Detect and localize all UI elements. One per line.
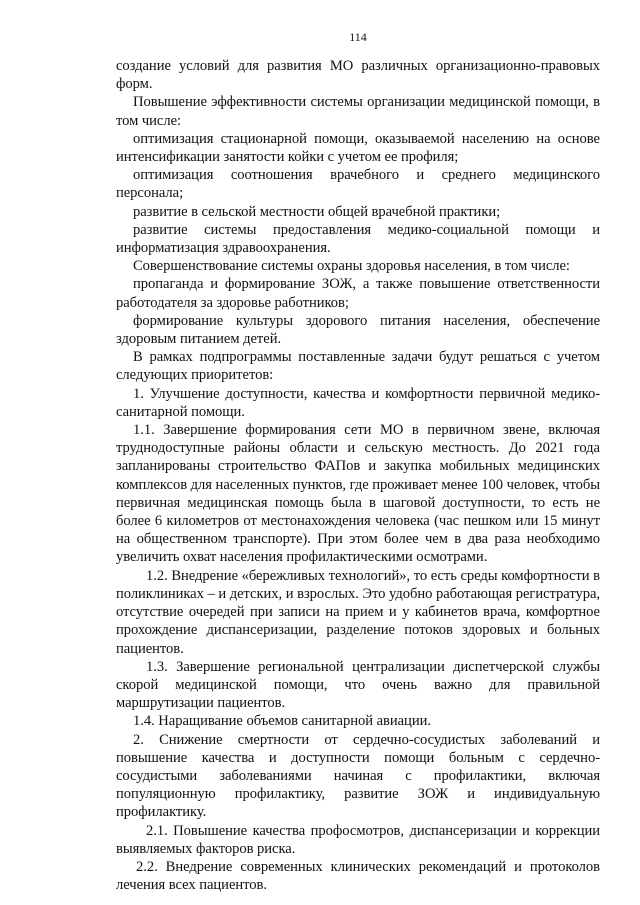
body-text (116, 57, 600, 894)
paragraph: 2.2. Внедрение современных клинических рекомендаций и протоколов лечения всех пациентов. (116, 858, 600, 894)
paragraph: 2.1. Повышение качества профосмотров, диспансеризации и коррекции выявляемых факторов риска. (116, 822, 600, 857)
page-number: 114 (349, 30, 367, 44)
paragraph: 1.2. Внедрение «бережливых технологий», то есть среды комфортности в поликлиниках – и детских, и взрослых. Это удобно работающая регистратура, отсутствие очередей при записи на прием и у кабинетов врача, комфортное прохождение диспансеризации, разделение потоков здоровых и больных пациентов. (116, 567, 600, 657)
paragraph: 2. Снижение смертности от сердечно-сосудистых заболеваний и повышение качества и доступности помощи больным с сердечно-сосудистыми заболеваниями начиная с профилактики, включая популяционную профилактику, развитие ЗОЖ и индивидуальную профилактику. (116, 731, 600, 821)
paragraph: Повышение эффективности системы организации медицинской помощи, в том числе: (116, 94, 600, 129)
paragraph: формирование культуры здорового питания населения, обеспечение здоровым питанием детей. (116, 312, 600, 348)
paragraph: оптимизация стационарной помощи, оказываемой населению на основе интенсификации занятости койки с учетом ее профиля; (116, 130, 600, 166)
paragraph: оптимизация соотношения врачебного и среднего медицинского персонала; (116, 167, 600, 202)
paragraph: создание условий для развития МО различных организационно-правовых форм. (116, 58, 600, 93)
paragraph: 1.1. Завершение формирования сети МО в первичном звене, включая труднодоступные районы области и сельскую местность. До 2021 года запланированы строительство ФАПов и закупка мобильных медицинских комплексов для населенных пунктов, где проживает менее 100 человек, чтобы первичная медицинская помощь была в шаговой доступности, то есть не более 6 километров от местонахождения человека (час пешком или 15 минут на общественном транспорте). При этом более чем в два раза необходимо увеличить охват населения профилактическими осмотрами. (116, 422, 600, 566)
paragraph: развитие системы предоставления медико-социальной помощи и информатизация здравоохранения. (116, 221, 600, 257)
paragraph: Совершенствование системы охраны здоровья населения, в том числе: (133, 258, 570, 275)
paragraph: пропаганда и формирование ЗОЖ, а также повышение ответственности работодателя за здоровье работников; (116, 276, 600, 311)
paragraph: 1. Улучшение доступности, качества и комфортности первичной медико-санитарной помощи. (116, 385, 600, 420)
paragraph: развитие в сельской местности общей врачебной практики; (133, 203, 501, 220)
paragraph: 1.3. Завершение региональной централизации диспетчерской службы скорой медицинской помощи, что очень важно для правильной маршрутизации пациентов. (116, 658, 600, 712)
paragraph: В рамках подпрограммы поставленные задачи будут решаться с учетом следующих приоритетов: (116, 349, 600, 384)
paragraph: 1.4. Наращивание объемов санитарной авиации. (133, 713, 431, 730)
